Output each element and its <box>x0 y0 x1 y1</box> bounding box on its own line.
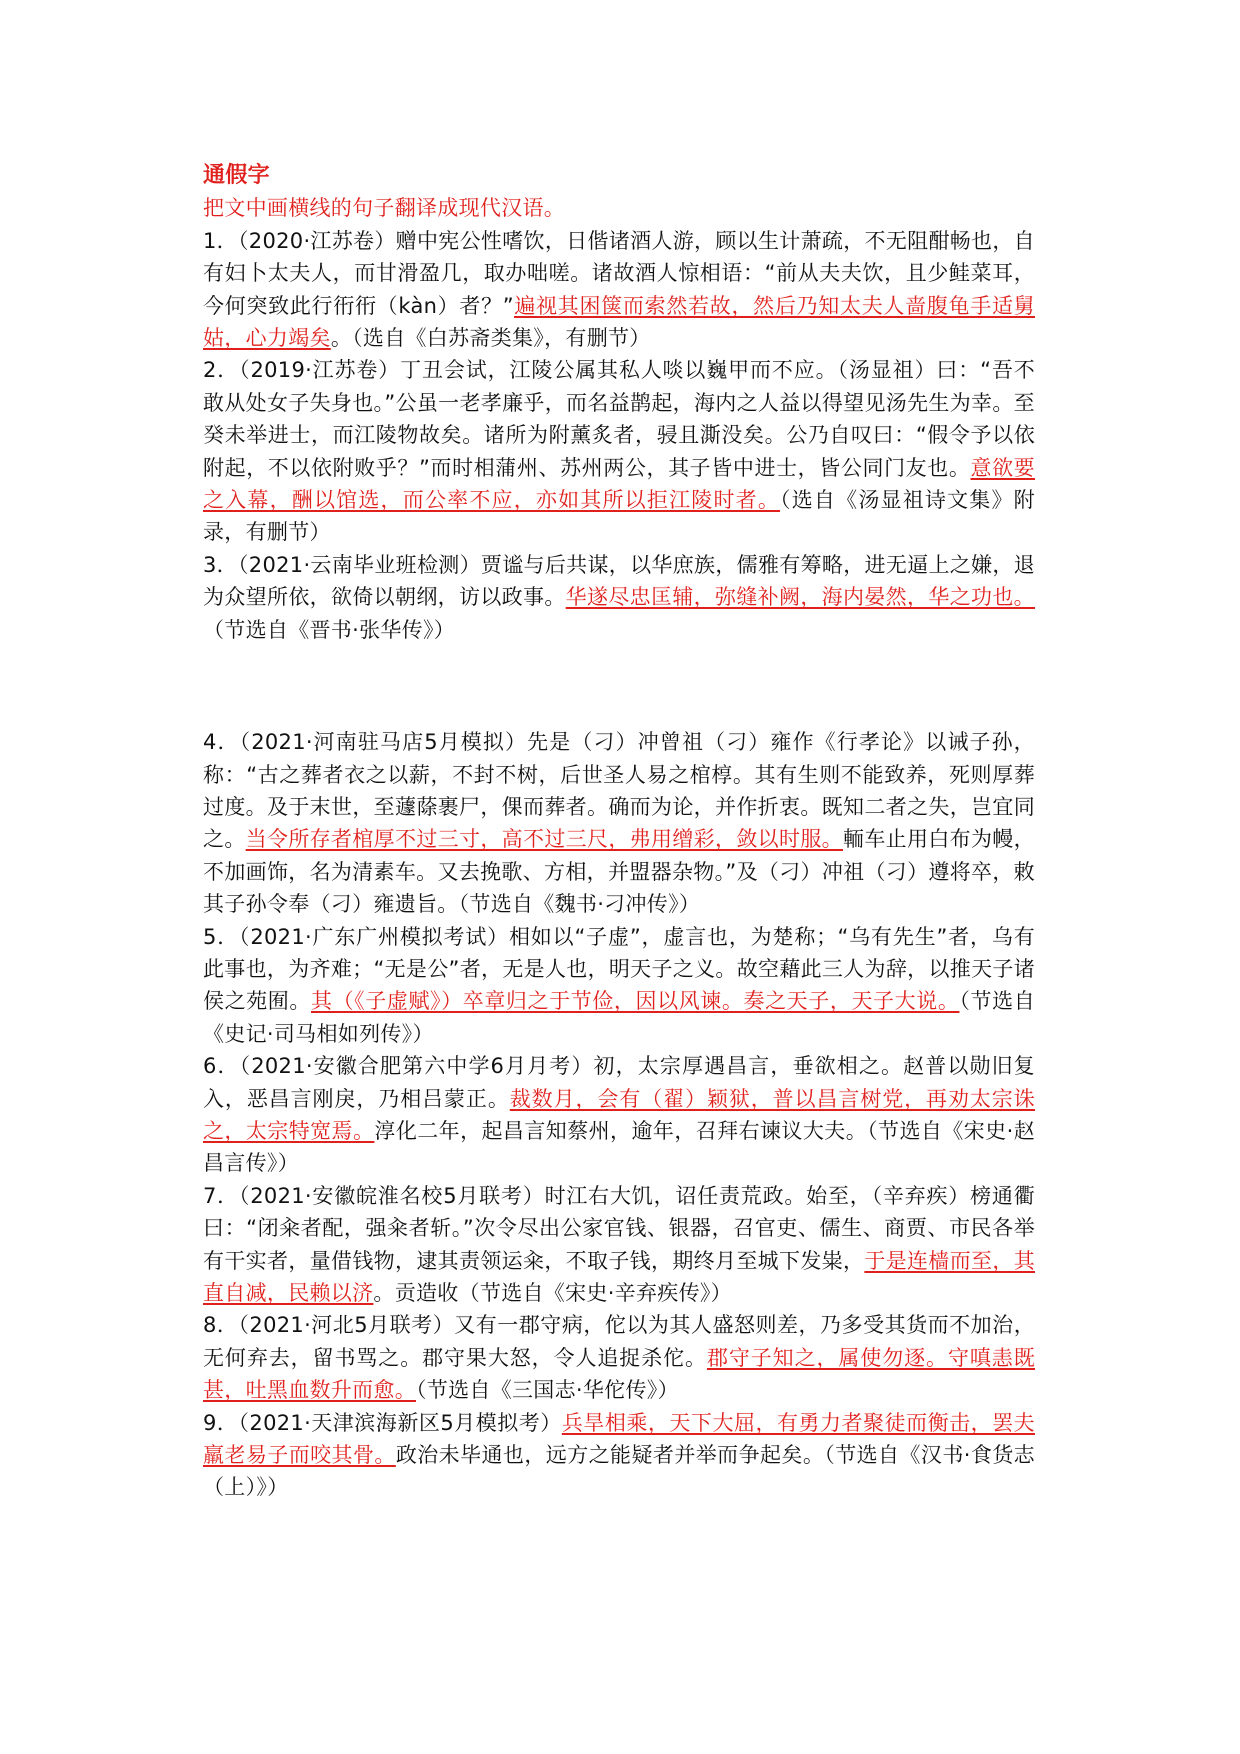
underlined-sentence: 于是连樯而至，其直自减，民赖以济 <box>203 1248 1035 1305</box>
question-item-5 <box>203 921 1035 1051</box>
question-source: （节选自《晋书·张华传》） <box>203 617 456 642</box>
question-source: 輀车止用白布为幔，不加画饰，名为清素车。又去挽歌、方相，并盟器杂物。”及（刁）冲祖（刁）遵将卒，敕其子孙令奉（刁）雍遗旨。（节选自《魏书·刁冲传》） <box>203 827 1035 917</box>
underlined-sentence: 郡守子知之，属使勿逐。守嗔恚既甚，吐黑血数升而愈。 <box>203 1345 1036 1403</box>
question-source: 。贡造收（节选自《宋史·辛弃疾传》） <box>373 1281 732 1305</box>
question-text: （2019·江苏卷）丁丑会试，江陵公属其私人啖以巍甲而不应。（汤显祖）曰：“吾不敢从处女子失身也。”公虽一老孝廉乎，而名益鹊起，海内之人益以得望见汤先生为幸。至癸未举进士，而江陵物故矣。诸所为附薰炙者，骎且澌没矣。公乃自叹曰：“假令予以依附起，不以依附败乎？”而时相蒲州、苏州两公，其子皆中进士，皆公同门友也。 <box>203 358 1035 480</box>
question-number: 4． <box>203 730 240 755</box>
question-text: （2021·河南驻马店5月模拟）先是（刁）冲曾祖（刁）雍作《行孝论》以诫子孙，称：“古之葬者衣之以薪，不封不树，后世圣人易之棺椁。其有生则不能致养，死则厚葬过度。及于末世，至蘧蒢裹尸，倮而葬者。确而为论，并作折衷。既知二者之失，岂宜同之。 <box>203 730 1035 852</box>
question-source: （选自《汤显祖诗文集》附录，有删节） <box>203 488 1035 545</box>
question-source: 政治未毕通也，远方之能疑者并举而争起矣。（节选自《汉书·食货志（上）》） <box>203 1443 1035 1500</box>
question-number: 6． <box>203 1054 240 1079</box>
question-item-3 <box>203 549 1035 646</box>
question-text: （2021·河北5月联考）又有一郡守病，佗以为其人盛怒则差，乃多受其货而不加治，无何弃去，留书骂之。郡守果大怒，令人追捉杀佗。 <box>203 1313 1035 1370</box>
underlined-sentence: 遍视其困箧而索然若故，然后乃知太夫人啬腹龟手适舅姑，心力竭矣 <box>203 293 1035 351</box>
document-content <box>203 160 1035 1504</box>
question-text: （2021·安徽皖淮名校5月联考）时江右大饥，诏任责荒政。始至，（辛弃疾）榜通衢曰：“闭籴者配，强籴者斩。”次令尽出公家官钱、银器，召官吏、儒生、商贾、市民各举有干实者，量借钱物，逮其责领运籴，不取子钱，期终月至城下发粜， <box>203 1183 1035 1273</box>
question-number: 7． <box>203 1183 239 1208</box>
question-item-9 <box>203 1407 1035 1504</box>
question-source: （节选自《史记·司马相如列传》） <box>203 989 1036 1046</box>
section-heading: 通假字 <box>203 163 270 188</box>
question-number: 1． <box>203 228 238 253</box>
question-item-1 <box>203 225 1035 355</box>
question-source: 。（选自《白苏斋类集》，有删节） <box>330 326 651 351</box>
question-group-a <box>203 225 1035 646</box>
question-text: （2021·广东广州模拟考试）相如以“子虚”，虚言也，为楚称；“乌有先生”者，乌有此事也，为齐难；“无是公”者，无是人也，明天子之义。故空藉此三人为辞，以推天子诸侯之苑囿。 <box>203 924 1035 1014</box>
question-text: （2021·云南毕业班检测）贾谧与后共谋，以华庶族，儒雅有筹略，进无逼上之嫌，退为众望所依，欲倚以朝纲，访以政事。 <box>203 552 1035 610</box>
underlined-sentence: 意欲要之入幕，酬以馆选，而公率不应，亦如其所以拒江陵时者。 <box>203 455 1035 513</box>
instruction-text: 把文中画横线的句子翻译成现代汉语。 <box>203 196 566 221</box>
question-item-7 <box>203 1180 1035 1310</box>
question-source: （节选自《三国志·华佗传》） <box>416 1378 679 1403</box>
underlined-sentence: 兵旱相乘，天下大屈，有勇力者聚徒而衡击，罢夫羸老易子而咬其骨。 <box>203 1410 1035 1468</box>
question-item-8 <box>203 1309 1035 1406</box>
question-number: 2． <box>203 358 240 383</box>
question-text: （2021·天津滨海新区5月模拟考） <box>238 1410 562 1435</box>
question-group-b <box>203 726 1035 1504</box>
question-text: （2020·江苏卷）赠中宪公性嗜饮，日偕诸酒人游，顾以生计萧疏，不无阻酣畅也，自有妇卜太夫人，而甘滑盈几，取办咄嗟。诸故酒人惊相语：“前从夫夫饮，且少鲑菜耳，今何突致此行衎衎（kàn）者？” <box>203 228 1035 318</box>
underlined-sentence: 其（《子虚赋》）卒章归之于节俭，因以风谏。奏之天子，天子大说。 <box>310 989 960 1014</box>
question-number: 3． <box>203 552 238 577</box>
question-number: 9． <box>203 1410 239 1435</box>
question-text: （2021·安徽合肥第六中学6月月考）初，太宗厚遇昌言，垂欲相之。赵普以勋旧复入，恶昌言刚戾，乃相吕蒙正。 <box>203 1054 1035 1111</box>
underlined-sentence: 当令所存者棺厚不过三寸，高不过三尺，弗用缯彩，敛以时服。 <box>245 827 844 852</box>
question-number: 8． <box>203 1313 239 1338</box>
question-number: 5． <box>203 924 240 949</box>
question-item-6 <box>203 1050 1035 1180</box>
blank-gap <box>203 646 1035 726</box>
underlined-sentence: 裁数月，会有（翟）颖狱，普以昌言树党，再劝太宗诛之，太宗特宽焉。 <box>203 1086 1035 1143</box>
question-item-2 <box>203 354 1035 548</box>
underlined-sentence: 华遂尽忠匡辅，弥缝补阙，海内晏然，华之功也。 <box>565 585 1035 610</box>
question-item-4 <box>203 726 1035 920</box>
question-source: 淳化二年，起昌言知蔡州，逾年，召拜右谏议大夫。（节选自《宋史·赵昌言传》） <box>203 1118 1035 1176</box>
